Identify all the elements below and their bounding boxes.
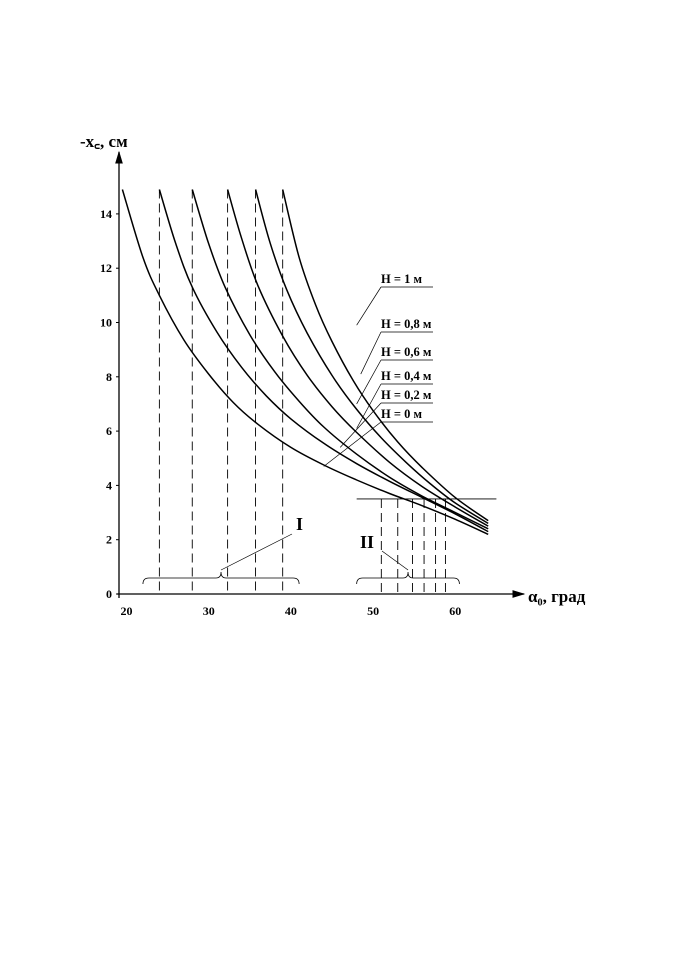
group-label-II: II (360, 532, 375, 552)
x-tick-label: 60 (449, 604, 462, 618)
curve-series-4 (256, 190, 489, 524)
curve-series-3 (228, 190, 489, 527)
legend-label: H = 0,2 м (381, 388, 432, 402)
legend-leader-line (357, 287, 381, 325)
y-tick-label: 8 (106, 369, 112, 384)
legend-leader-line (361, 332, 381, 374)
legend-label: H = 0,8 м (381, 317, 432, 331)
legend-label: H = 0,6 м (381, 345, 432, 359)
x-tick-label: 20 (120, 604, 133, 618)
y-tick-label: 12 (100, 261, 112, 276)
curves-layer (122, 190, 488, 535)
group-label-I: I (296, 514, 304, 534)
legend-layer (324, 272, 433, 466)
y-axis-title: -x꜀, см (80, 132, 128, 151)
grid-layer (159, 189, 496, 594)
curve-series-1 (159, 190, 488, 532)
x-tick-label: 50 (367, 604, 380, 618)
legend-label: H = 0,4 м (381, 369, 432, 383)
y-tick-label: 2 (106, 532, 112, 547)
group-brace-I (143, 572, 299, 584)
y-tick-label: 6 (106, 424, 112, 439)
curve-series-0 (122, 190, 488, 535)
legend-label: H = 1 м (381, 272, 422, 286)
y-tick-label: 4 (106, 478, 112, 493)
y-tick-label: 10 (100, 315, 112, 330)
group-leader-line-II (382, 551, 408, 570)
x-tick-label: 30 (202, 604, 215, 618)
y-tick-label: 0 (106, 587, 112, 601)
x-axis-title: α₀, град (528, 587, 586, 606)
groups-layer (143, 514, 459, 584)
y-tick-label: 14 (100, 206, 112, 221)
legend-label: H = 0 м (381, 407, 422, 421)
group-leader-line-I (221, 534, 292, 570)
legend-leader-line (357, 360, 381, 404)
curve-series-2 (192, 190, 488, 529)
x-tick-label: 40 (284, 604, 297, 618)
axes-layer (80, 132, 586, 606)
group-brace-II (357, 572, 460, 584)
legend-leader-line (340, 403, 381, 447)
